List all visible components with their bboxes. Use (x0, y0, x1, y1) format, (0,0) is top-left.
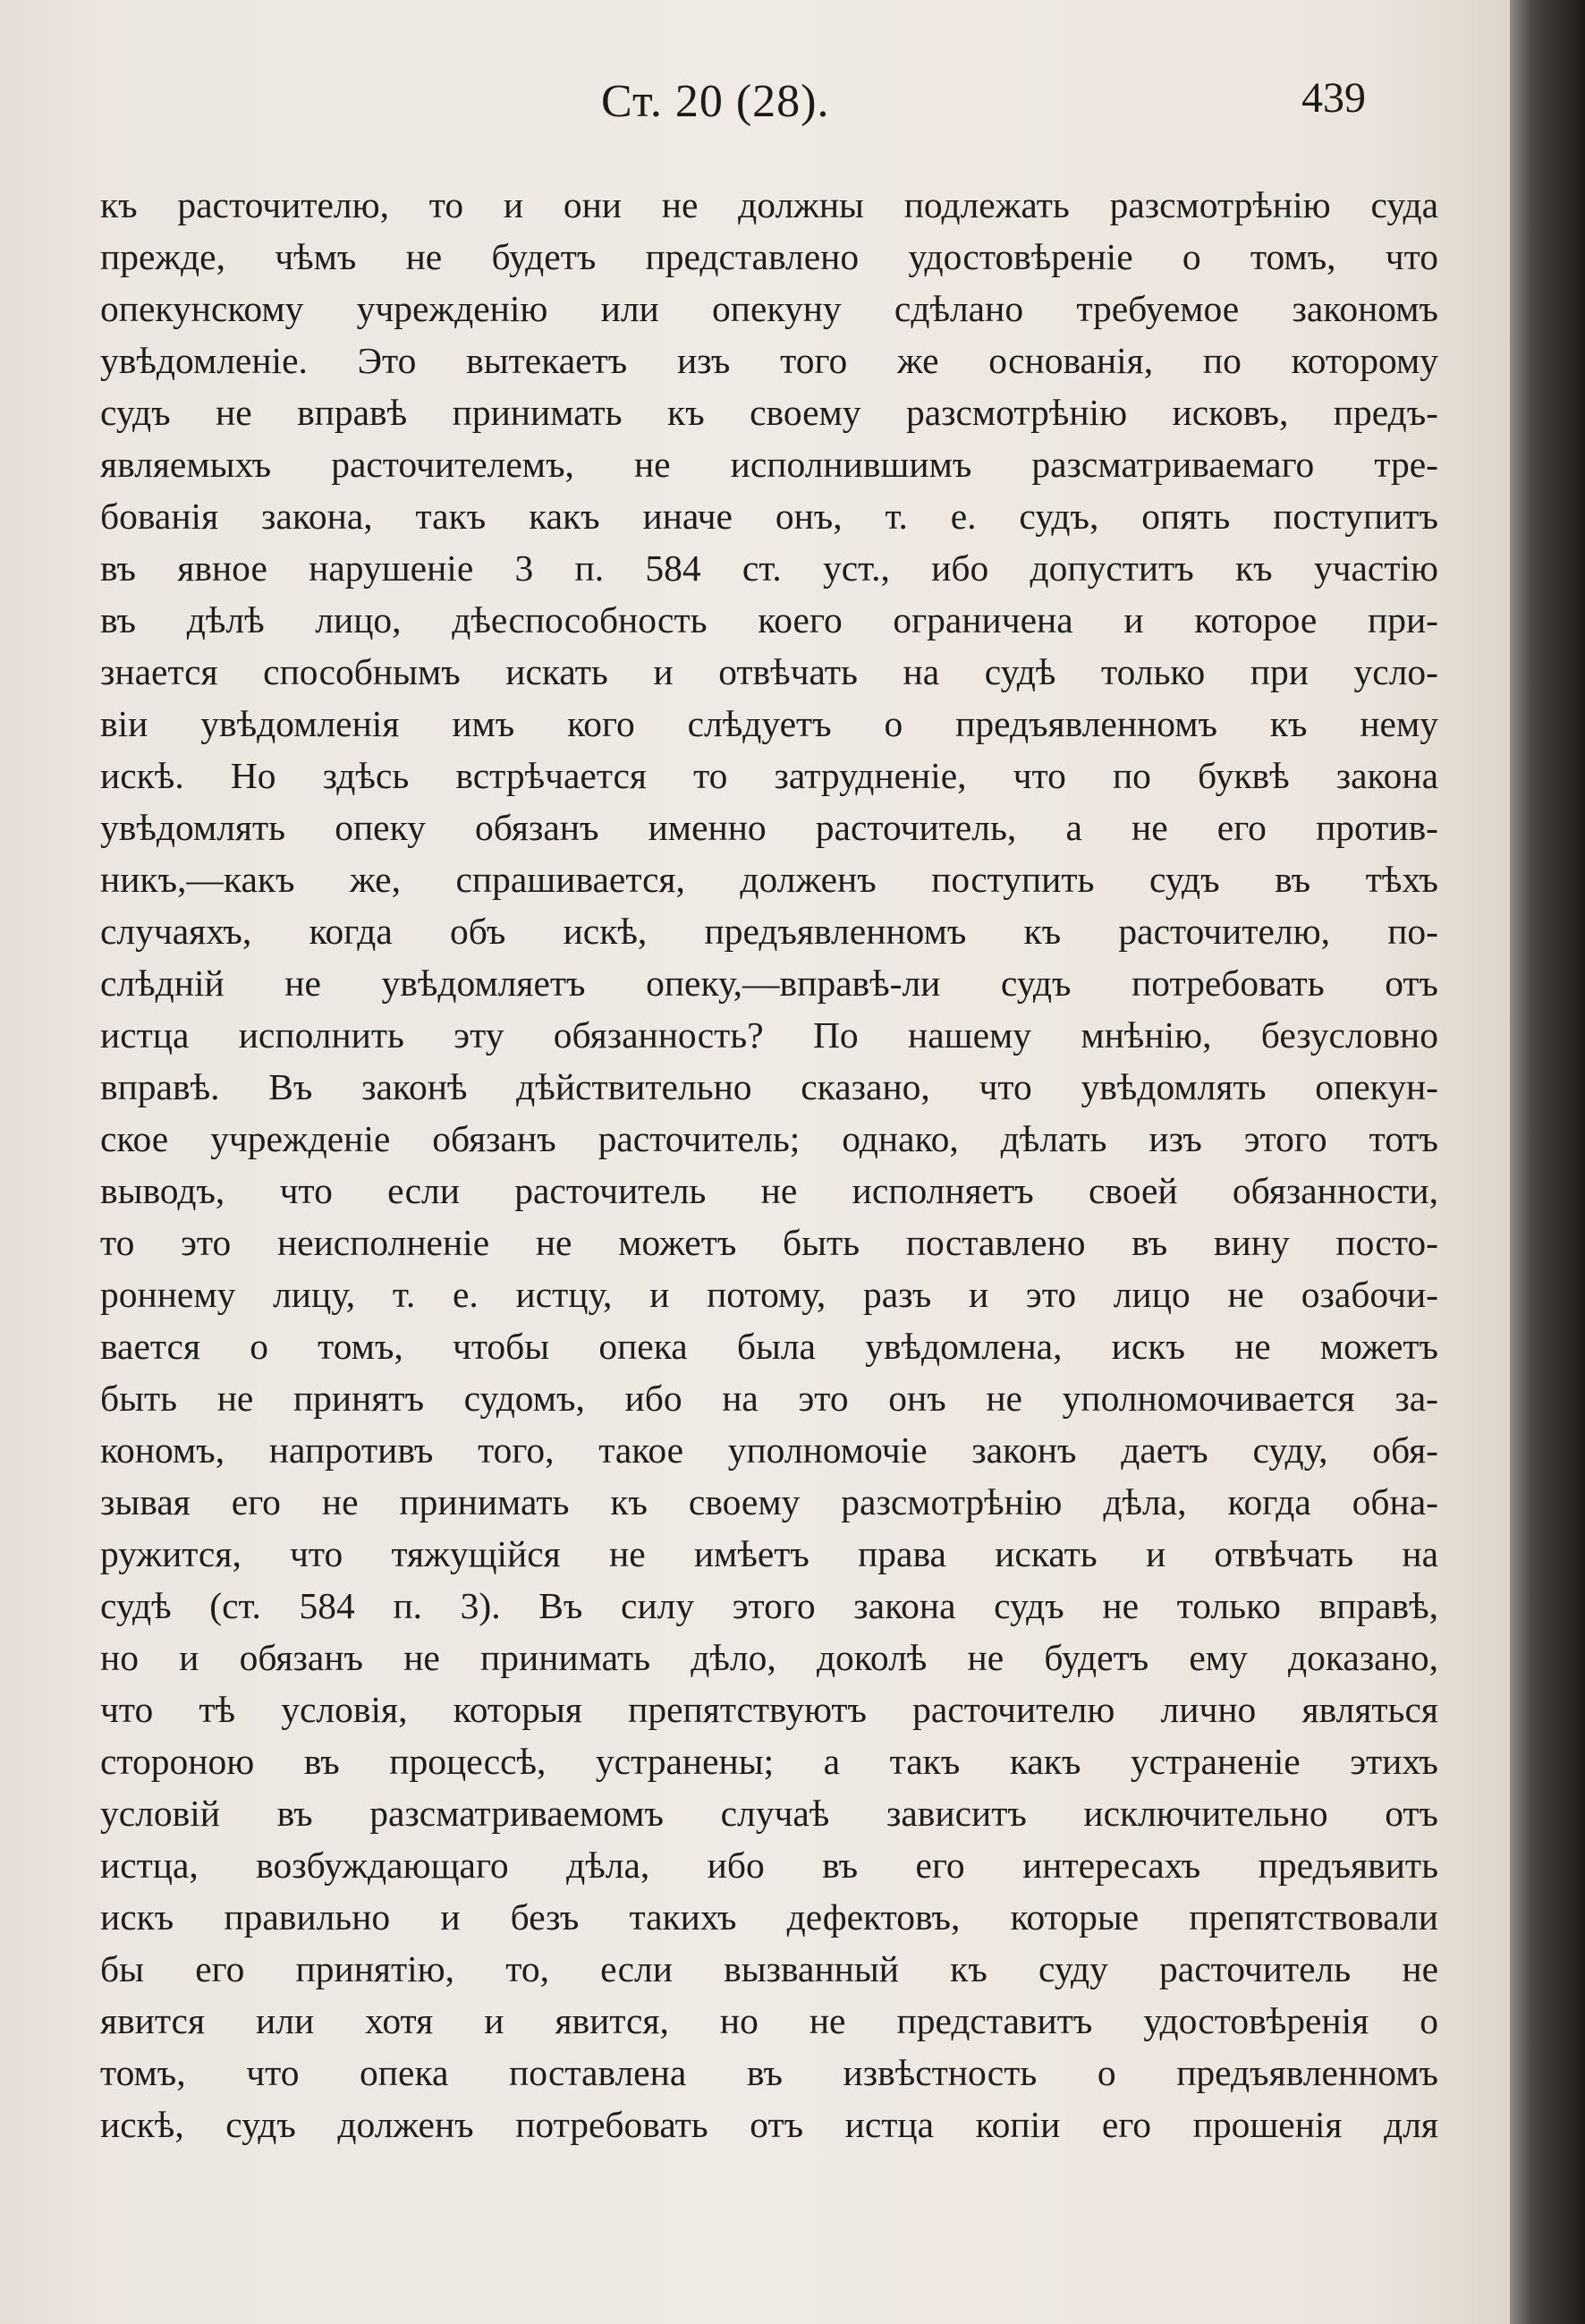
text-line: истца исполнить эту обязанность? По нашему мнѣнію, безусловно (100, 1014, 1438, 1056)
text-line: ружится, что тяжущійся не имѣетъ права искать и отвѣчать на (100, 1533, 1438, 1574)
text-line: являемыхъ расточителемъ, не исполнившимъ разсматриваемаго тре- (100, 444, 1438, 485)
text-line: искѣ, судъ долженъ потребовать отъ истца копіи его прошенія для (100, 2104, 1438, 2145)
text-line: выводъ, что если расточитель не исполняетъ своей обязанности, (100, 1170, 1438, 1211)
text-line: къ расточителю, то и они не должны подлежать разсмотрѣнію суда (100, 184, 1438, 225)
text-line: быть не принятъ судомъ, ибо на это онъ не уполномочивается за- (100, 1378, 1438, 1419)
text-line: въ дѣлѣ лицо, дѣеспособность коего ограничена и которое при- (100, 599, 1438, 640)
text-line: случаяхъ, когда объ искѣ, предъявленномъ къ расточителю, по- (100, 911, 1438, 952)
text-line: никъ,—какъ же, спрашивается, долженъ поступить судъ въ тѣхъ (100, 859, 1438, 900)
running-title: Ст. 20 (28). (601, 76, 830, 127)
text-line: въ явное нарушеніе 3 п. 584 ст. уст., ибо допуститъ къ участію (100, 547, 1438, 589)
text-line: опекунскому учрежденію или опекуну сдѣлано требуемое закономъ (100, 288, 1438, 329)
text-line: что тѣ условія, которыя препятствуютъ расточителю лично являться (100, 1689, 1438, 1730)
text-line: ское учрежденіе обязанъ расточитель; однако, дѣлать изъ этого тотъ (100, 1118, 1438, 1159)
text-line: условій въ разсматриваемомъ случаѣ зависитъ исключительно отъ (100, 1793, 1438, 1834)
text-line: судъ не вправѣ принимать къ своему разсмотрѣнію исковъ, предъ- (100, 392, 1438, 433)
text-line: вправѣ. Въ законѣ дѣйствительно сказано, что увѣдомлять опекун- (100, 1066, 1438, 1107)
text-line: бы его принятію, то, если вызванный къ суду расточитель не (100, 1948, 1438, 1989)
text-line: томъ, что опека поставлена въ извѣстность о предъявленномъ (100, 2052, 1438, 2093)
text-line: но и обязанъ не принимать дѣло, доколѣ не будетъ ему доказано, (100, 1637, 1438, 1678)
text-line: бованія закона, такъ какъ иначе онъ, т. е. судъ, опять поступитъ (100, 496, 1438, 537)
page-number: 439 (1301, 74, 1366, 122)
text-line: кономъ, напротивъ того, такое уполномочіе законъ даетъ суду, обя- (100, 1429, 1438, 1471)
text-line: зывая его не принимать къ своему разсмотрѣнію дѣла, когда обна- (100, 1481, 1438, 1522)
running-header (0, 75, 1510, 138)
text-line: віи увѣдомленія имъ кого слѣдуетъ о предъявленномъ къ нему (100, 703, 1438, 744)
text-line: вается о томъ, чтобы опека была увѣдомлена, искъ не можетъ (100, 1326, 1438, 1367)
text-line: увѣдомленіе. Это вытекаетъ изъ того же основанія, по которому (100, 340, 1438, 381)
text-line: слѣдній не увѣдомляетъ опеку,—вправѣ-ли судъ потребовать отъ (100, 963, 1438, 1004)
text-line: знается способнымъ искать и отвѣчать на судѣ только при усло- (100, 651, 1438, 692)
text-line: искъ правильно и безъ такихъ дефектовъ, которые препятствовали (100, 1896, 1438, 1938)
text-line: стороною въ процессѣ, устранены; а такъ какъ устраненіе этихъ (100, 1741, 1438, 1782)
text-line: судѣ (ст. 584 п. 3). Въ силу этого закона судъ не только вправѣ, (100, 1585, 1438, 1626)
text-line: то это неисполненіе не можетъ быть поставлено въ вину посто- (100, 1222, 1438, 1263)
page-edge-shadow (1510, 0, 1585, 2324)
text-line: явится или хотя и явится, но не представитъ удостовѣренія о (100, 2000, 1438, 2041)
text-line: истца, возбуждающаго дѣла, ибо въ его интересахъ предъявить (100, 1845, 1438, 1886)
text-line: прежде, чѣмъ не будетъ представлено удостовѣреніе о томъ, что (100, 236, 1438, 277)
text-line: увѣдомлять опеку обязанъ именно расточитель, а не его против- (100, 807, 1438, 848)
text-line: искѣ. Но здѣсь встрѣчается то затрудненіе, что по буквѣ закона (100, 755, 1438, 796)
body-text (100, 179, 1438, 2150)
text-line: роннему лицу, т. е. истцу, и потому, разъ и это лицо не озабочи- (100, 1274, 1438, 1315)
